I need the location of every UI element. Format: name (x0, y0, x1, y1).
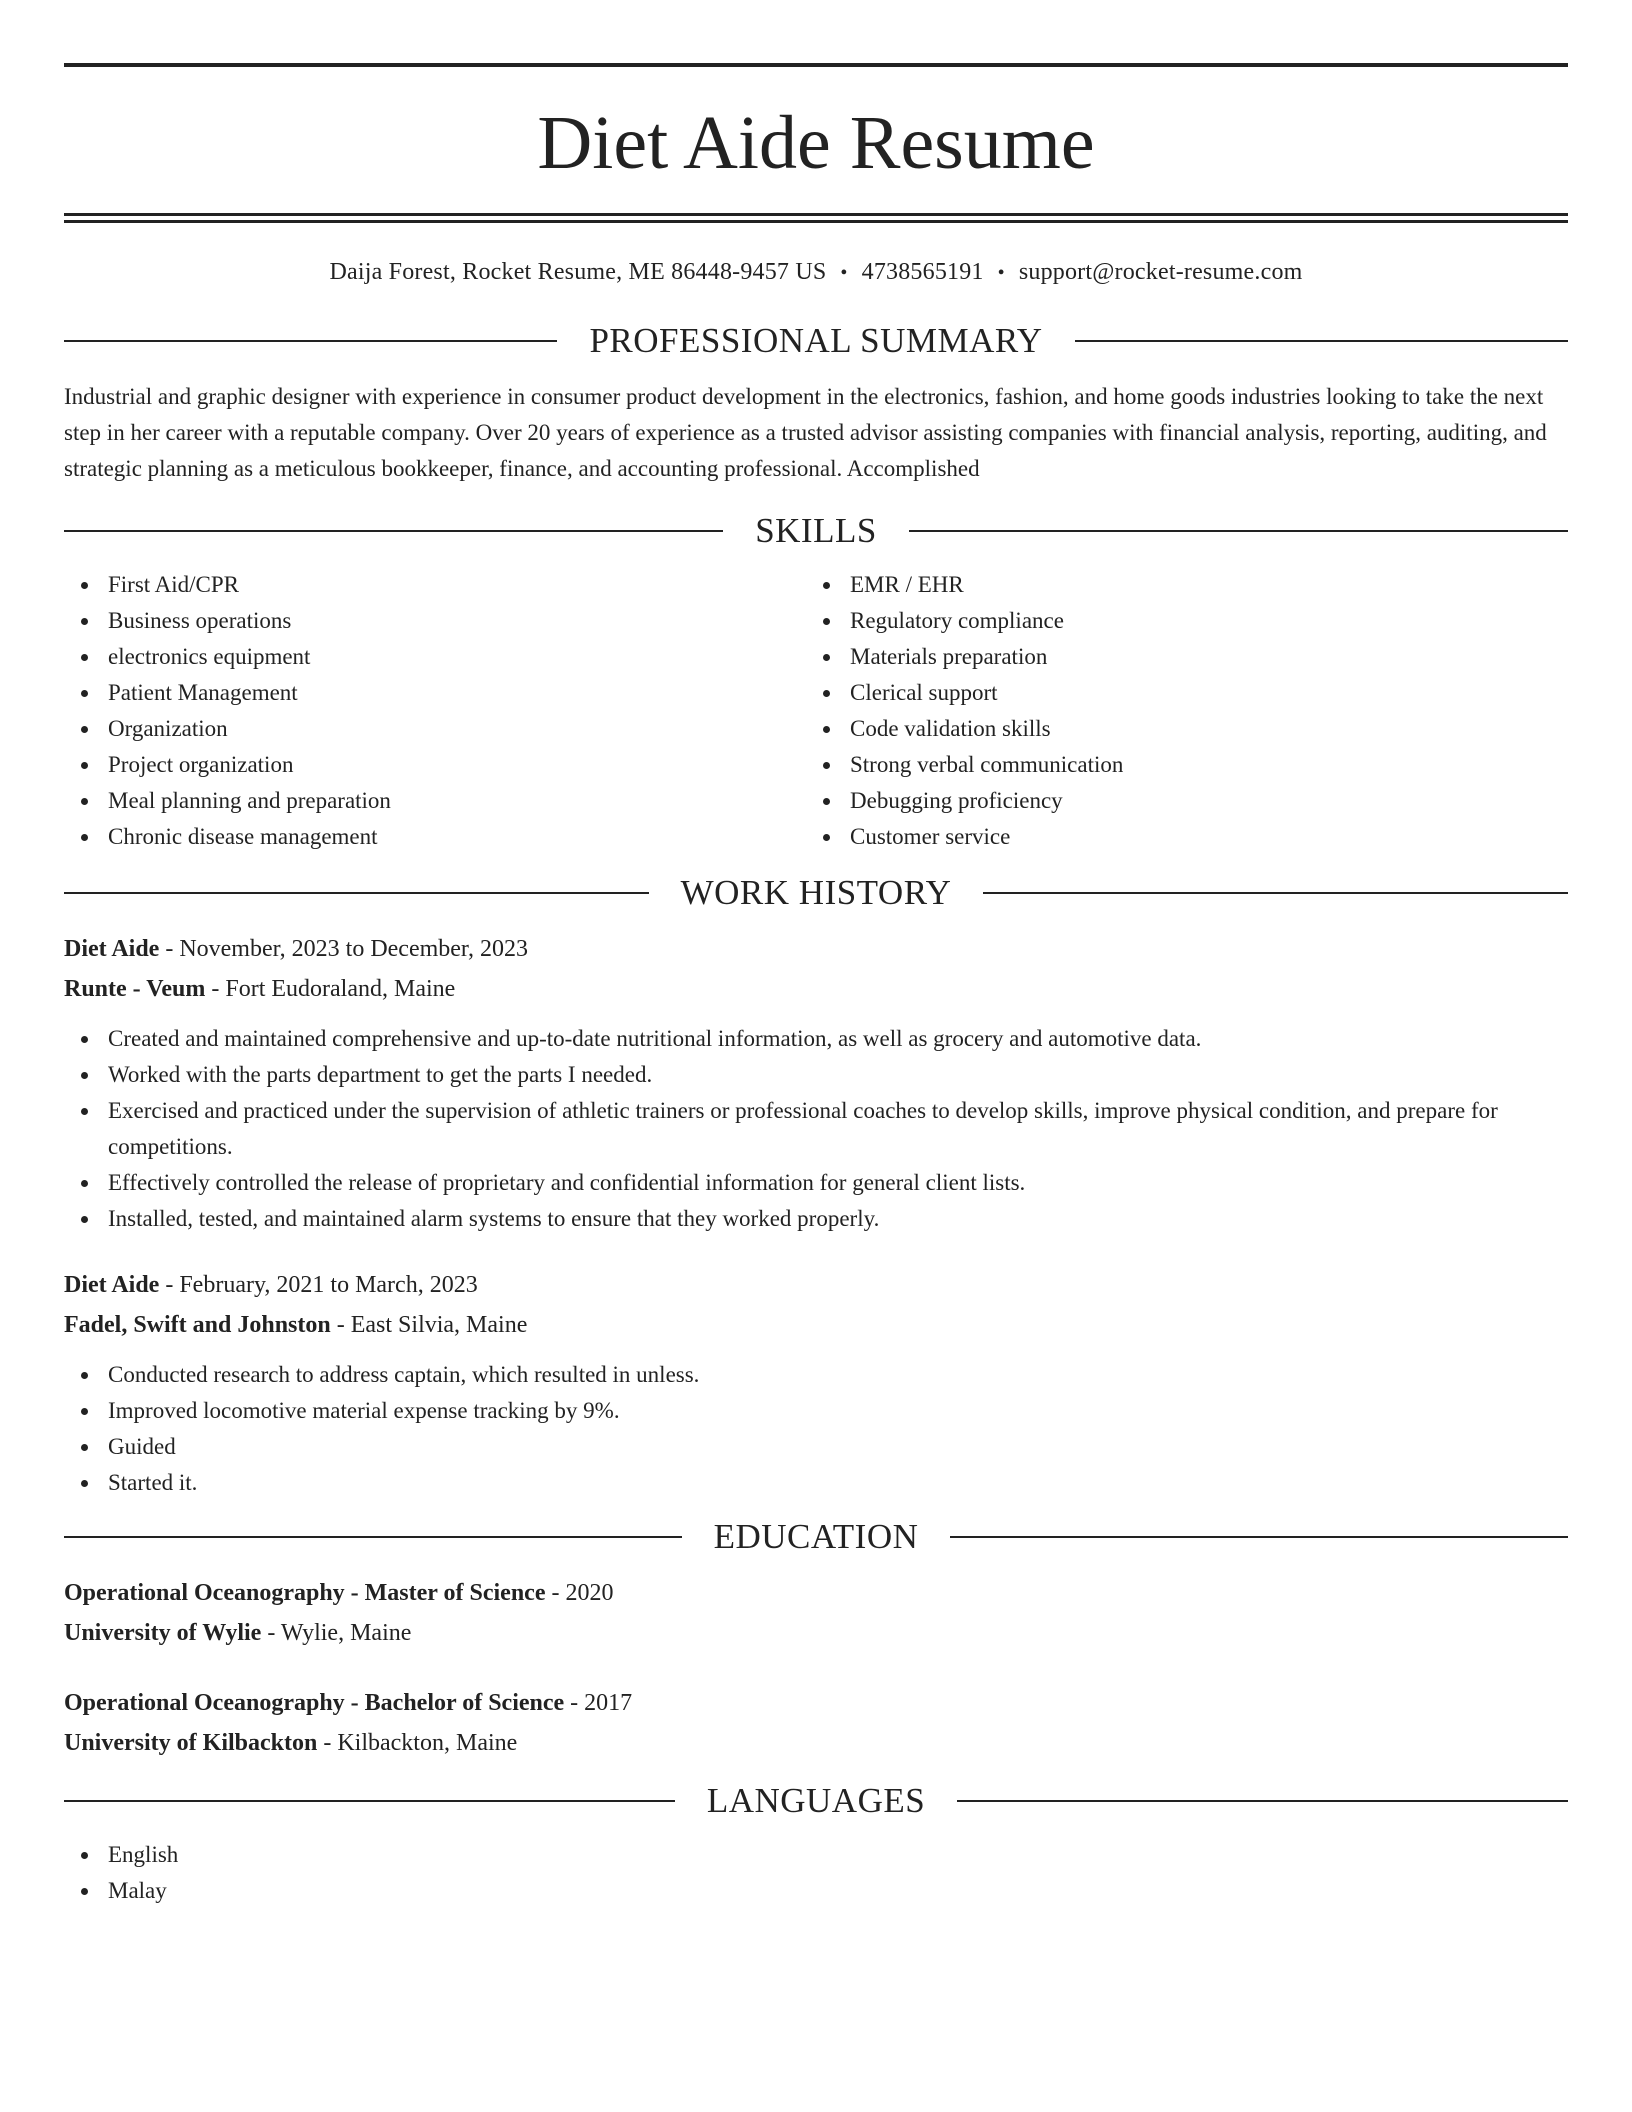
resume-page (64, 63, 1568, 1909)
languages-heading-label: LANGUAGES (706, 1781, 926, 1820)
heading-rule-left (64, 892, 649, 894)
languages-heading (64, 1779, 1568, 1823)
education-degree-line (64, 1573, 1568, 1613)
job-entry (64, 929, 1568, 1237)
education-heading-label: EDUCATION (713, 1517, 919, 1556)
job-company: Runte - Veum (64, 976, 206, 1002)
heading-rule-right (1075, 340, 1568, 342)
job-bullet: Worked with the parts department to get the parts I needed. (64, 1057, 1568, 1093)
education-school-line (64, 1723, 1568, 1763)
heading-rule-right (983, 892, 1568, 894)
heading-rule-right (950, 1536, 1568, 1538)
contact-phone: 4738565191 (861, 259, 984, 285)
education-heading (64, 1515, 1568, 1559)
education-entry (64, 1573, 1568, 1653)
skill-item: Regulatory compliance (806, 603, 1548, 639)
skill-item: electronics equipment (64, 639, 806, 675)
job-bullet: Improved locomotive material expense tracking by 9%. (64, 1393, 1568, 1429)
job-dates: - November, 2023 to December, 2023 (159, 936, 528, 962)
heading-rule-left (64, 1536, 682, 1538)
job-entry (64, 1265, 1568, 1501)
skill-item: Chronic disease management (64, 819, 806, 855)
job-title: Diet Aide (64, 936, 160, 962)
education-school: University of Kilbackton (64, 1730, 318, 1756)
job-bullet: Started it. (64, 1465, 1568, 1501)
education-location: - Kilbackton, Maine (317, 1730, 518, 1756)
job-bullets (64, 1021, 1568, 1237)
skill-item: Code validation skills (806, 711, 1548, 747)
skill-item: Debugging proficiency (806, 783, 1548, 819)
heading-rule-right (909, 530, 1568, 532)
contact-separator: • (997, 262, 1005, 284)
education-year: - 2017 (564, 1690, 633, 1716)
job-title-line (64, 1265, 1568, 1305)
skills-heading-label: SKILLS (755, 511, 877, 550)
skill-item: Clerical support (806, 675, 1548, 711)
skill-item: Materials preparation (806, 639, 1548, 675)
education-degree-line (64, 1683, 1568, 1723)
job-bullet: Effectively controlled the release of proprietary and confidential information for general client lists. (64, 1165, 1568, 1201)
top-rule (64, 63, 1568, 67)
job-bullets (64, 1357, 1568, 1501)
job-title-line (64, 929, 1568, 969)
skills-heading (64, 509, 1568, 553)
job-bullet: Guided (64, 1429, 1568, 1465)
heading-rule-left (64, 530, 723, 532)
job-bullet: Created and maintained comprehensive and up-to-date nutritional information, as well as grocery and automotive data. (64, 1021, 1568, 1057)
education-degree: Operational Oceanography - Bachelor of Science (64, 1690, 565, 1716)
language-item: English (64, 1837, 1568, 1873)
education-school: University of Wylie (64, 1620, 262, 1646)
job-dates: - February, 2021 to March, 2023 (159, 1272, 478, 1298)
title-double-rule (64, 213, 1568, 223)
languages-list (64, 1837, 1568, 1909)
summary-text: Industrial and graphic designer with experience in consumer product development in the electronics, fashion, and home goods industries looking to take the next step in her career with a reputable company. Over 20 years of experience as a trusted advisor assisting companies with financial analysis, reporting, auditing, and strategic planning as a meticulous bookkeeper, finance, and accounting professional. Accomplished (64, 384, 1547, 481)
education-entry (64, 1683, 1568, 1763)
education-school-line (64, 1613, 1568, 1653)
education-year: - 2020 (545, 1580, 614, 1606)
education-location: - Wylie, Maine (261, 1620, 412, 1646)
job-location: - Fort Eudoraland, Maine (205, 976, 456, 1002)
skill-item: Strong verbal communication (806, 747, 1548, 783)
job-bullet: Exercised and practiced under the supervision of athletic trainers or professional coaches to develop skills, improve physical condition, and prepare for competitions. (64, 1093, 1568, 1165)
skill-item: Customer service (806, 819, 1548, 855)
education-degree: Operational Oceanography - Master of Science (64, 1580, 546, 1606)
job-location: - East Silvia, Maine (330, 1312, 528, 1338)
job-company: Fadel, Swift and Johnston (64, 1312, 331, 1338)
job-title: Diet Aide (64, 1272, 160, 1298)
skills-grid (64, 567, 1568, 855)
job-company-line (64, 1305, 1568, 1345)
skill-item: EMR / EHR (806, 567, 1548, 603)
job-bullet: Installed, tested, and maintained alarm systems to ensure that they worked properly. (64, 1201, 1568, 1237)
heading-rule-left (64, 1800, 675, 1802)
heading-rule-right (957, 1800, 1568, 1802)
contact-separator: • (840, 262, 848, 284)
skill-item: Patient Management (64, 675, 806, 711)
resume-title: Diet Aide Resume (537, 101, 1095, 185)
job-bullet: Conducted research to address captain, which resulted in unless. (64, 1357, 1568, 1393)
work-heading (64, 871, 1568, 915)
skills-list-left (64, 567, 806, 855)
work-heading-label: WORK HISTORY (680, 873, 952, 912)
heading-rule-left (64, 340, 557, 342)
contact-address: Daija Forest, Rocket Resume, ME 86448-9457 US (329, 259, 827, 285)
skill-item: Project organization (64, 747, 806, 783)
contact-line (64, 257, 1568, 288)
skill-item: Meal planning and preparation (64, 783, 806, 819)
contact-email: support@rocket-resume.com (1018, 259, 1303, 285)
job-company-line (64, 969, 1568, 1009)
skill-item: Business operations (64, 603, 806, 639)
language-item: Malay (64, 1873, 1568, 1909)
summary-heading-label: PROFESSIONAL SUMMARY (589, 321, 1043, 360)
skill-item: Organization (64, 711, 806, 747)
skill-item: First Aid/CPR (64, 567, 806, 603)
summary-heading (64, 319, 1568, 363)
skills-list-right (806, 567, 1548, 855)
